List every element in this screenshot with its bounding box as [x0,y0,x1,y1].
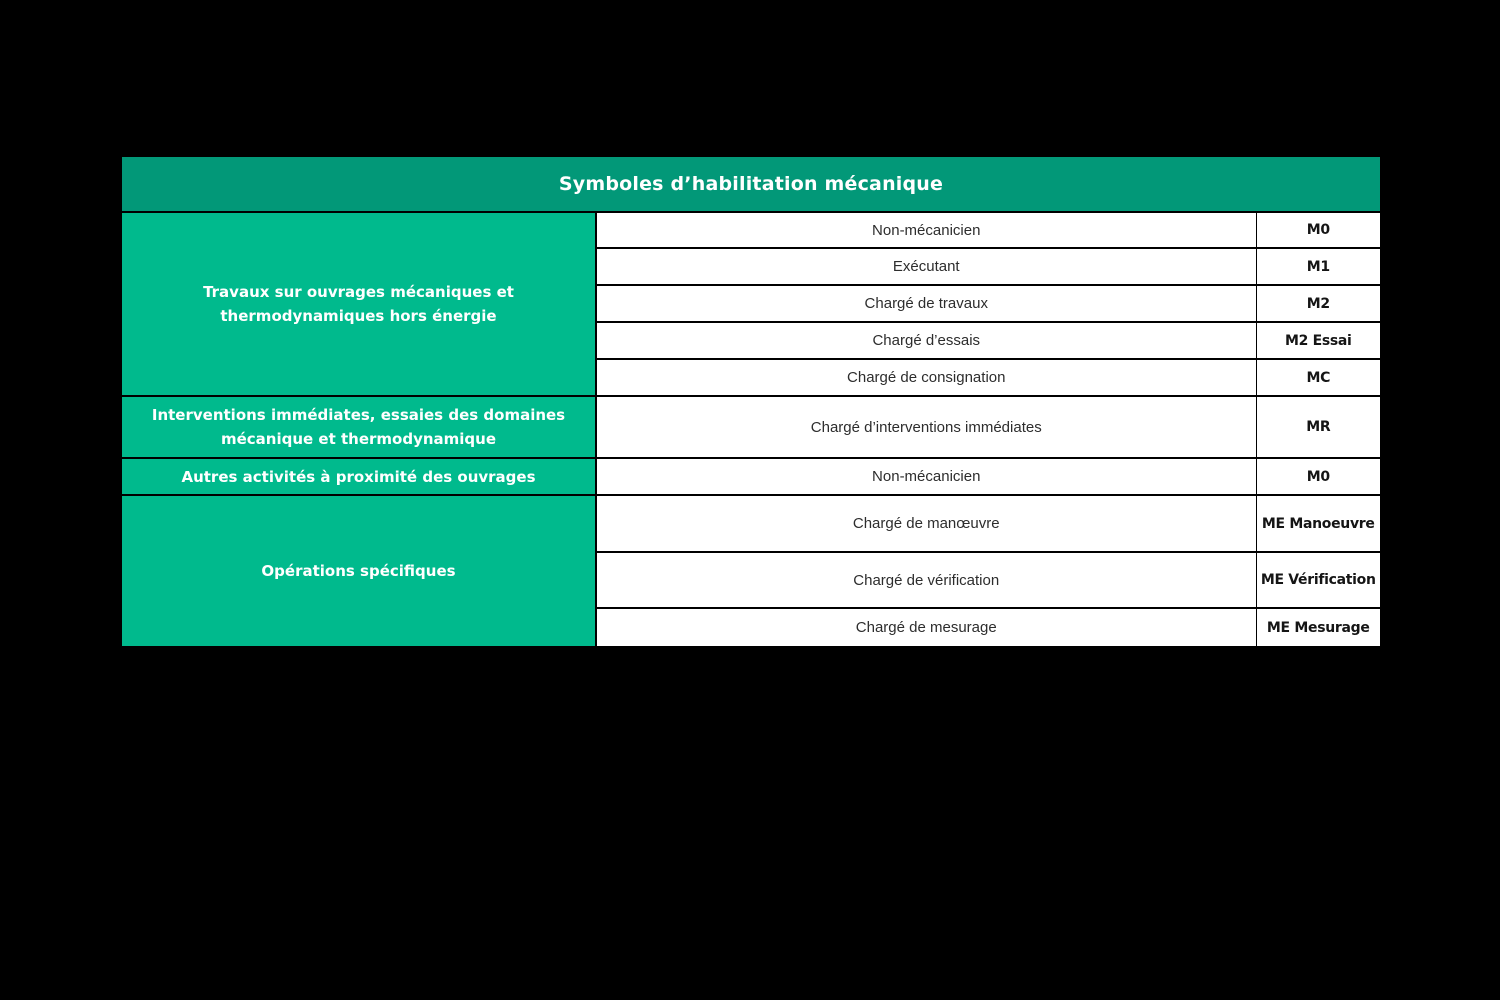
symbol-cell: M0 [1256,458,1381,495]
symbol-cell: ME Mesurage [1256,608,1381,647]
symbol-cell: ME Vérification [1256,552,1381,608]
table-title: Symboles d’habilitation mécanique [121,156,1381,212]
role-cell: Chargé de consignation [596,359,1256,396]
role-cell: Non-mécanicien [596,212,1256,248]
role-cell: Chargé de mesurage [596,608,1256,647]
role-cell: Non-mécanicien [596,458,1256,495]
role-cell: Chargé de travaux [596,285,1256,322]
symbol-cell: M0 [1256,212,1381,248]
category-cell-travaux: Travaux sur ouvrages mécaniques et thermodynamiques hors énergie [121,212,596,396]
role-cell: Exécutant [596,248,1256,285]
table-row [121,212,1381,248]
symbol-cell: MC [1256,359,1381,396]
category-cell-operations-specifiques: Opérations spécifiques [121,495,596,647]
table-header-row [121,156,1381,212]
role-cell: Chargé de vérification [596,552,1256,608]
table-row [121,495,1381,552]
category-cell-interventions: Interventions immédiates, essaies des domaines mécanique et thermodynamique [121,396,596,458]
habilitation-table [120,155,1382,648]
symbol-cell: M2 [1256,285,1381,322]
symbol-cell: ME Manoeuvre [1256,495,1381,552]
symbol-cell: M2 Essai [1256,322,1381,359]
symbol-cell: M1 [1256,248,1381,285]
role-cell: Chargé de manœuvre [596,495,1256,552]
role-cell: Chargé d’essais [596,322,1256,359]
table-row [121,458,1381,495]
symbol-cell: MR [1256,396,1381,458]
role-cell: Chargé d’interventions immédiates [596,396,1256,458]
category-cell-autres-activites: Autres activités à proximité des ouvrages [121,458,596,495]
table-row [121,396,1381,458]
